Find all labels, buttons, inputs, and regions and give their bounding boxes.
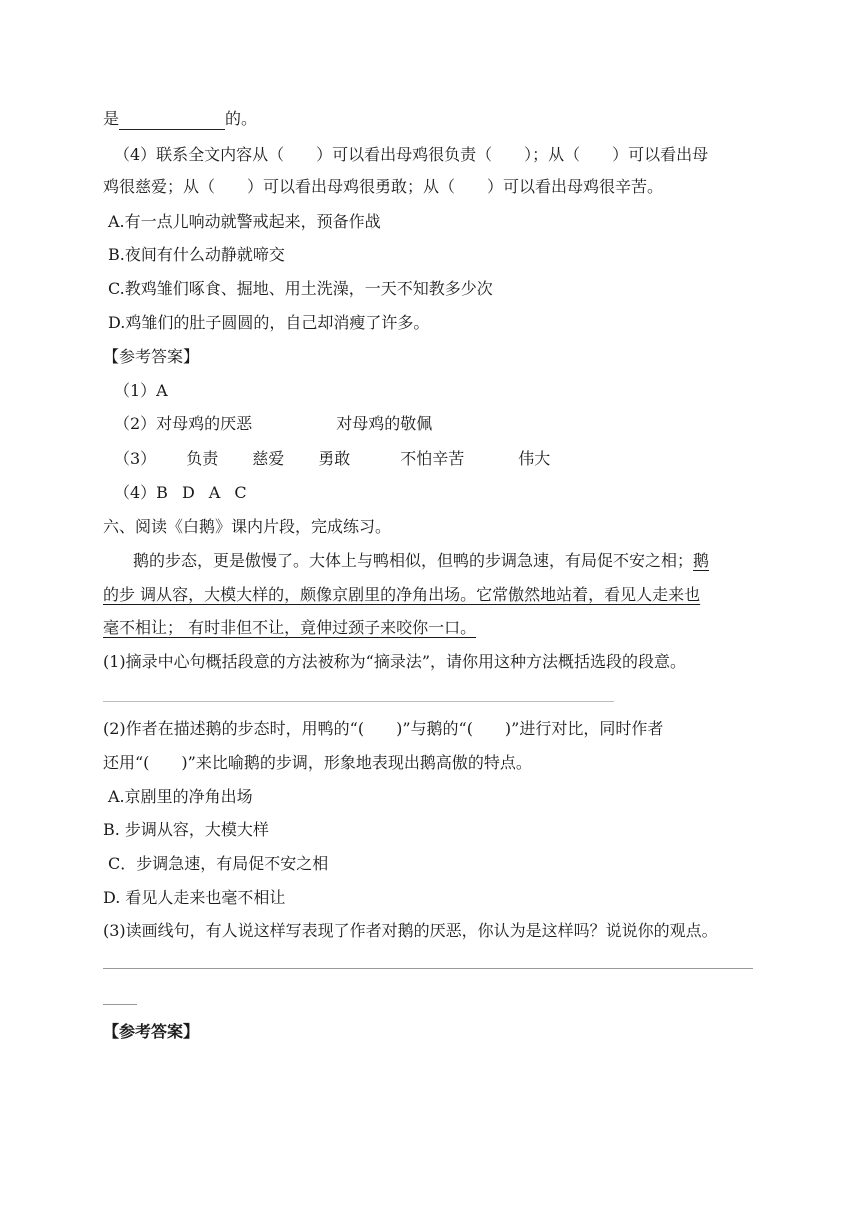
passage-line-1-underlined: 鹅 <box>693 551 710 570</box>
sub-question-2-option-b: B. 步调从容，大模大样 <box>103 820 269 839</box>
answer-2 <box>114 413 432 435</box>
answer-3-word-3: 勇敢 <box>318 449 351 468</box>
answer-4-part-4: C <box>234 483 247 502</box>
sub-question-2-line-2: 还用“( )”来比喻鹅的步调，形象地表现出鹅高傲的特点。 <box>103 753 532 772</box>
q4-line2: 鸡很慈爱；从（ ）可以看出母鸡很勇敢；从（ ）可以看出母鸡很辛苦。 <box>103 177 664 196</box>
answer-3-word-5: 伟大 <box>518 449 551 468</box>
answer-blank[interactable] <box>119 112 225 130</box>
answer-1: （1）A <box>114 381 168 400</box>
answer-line-2[interactable] <box>103 968 753 969</box>
passage-line-2: 的步 调从容，大模大样的，颇像京剧里的净角出场。它常傲然地站着，看见人走来也 <box>103 585 701 604</box>
section-6-title: 六、阅读《白鹅》课内片段，完成练习。 <box>103 517 392 536</box>
answer-2-part-1: （2）对母鸡的厌恶 <box>114 414 253 433</box>
answer-4-part-2: D <box>181 483 195 502</box>
passage-line-3: 毫不相让； 有时非但不让，竟伸过颈子来咬你一口。 <box>103 618 477 637</box>
answer-4-part-1: （4）B <box>114 483 168 502</box>
answer-3-word-2: 慈爱 <box>252 449 285 468</box>
fill-prefix: 是 <box>103 109 120 128</box>
answer-3-label: （3） <box>114 449 157 468</box>
q4-option-a: A.有一点儿响动就警戒起来，预备作战 <box>108 212 381 231</box>
q4-option-b: B.夜间有什么动静就啼交 <box>108 245 285 264</box>
sub-question-3: (3)读画线句，有人说这样写表现了作者对鹅的厌恶，你认为是这样吗？说说你的观点。 <box>103 921 718 940</box>
sub-question-2-option-c: C．步调急速，有局促不安之相 <box>108 854 329 873</box>
answer-line-2-continued[interactable] <box>103 1004 137 1005</box>
passage-line-1-text: 鹅的步态，更是傲慢了。大体上与鸭相似，但鸭的步调急速，有局促不安之相； <box>133 551 694 570</box>
sub-question-2-line-1: (2)作者在描述鹅的步态时，用鸭的“( )”与鹅的“( )”进行对比，同时作者 <box>103 719 664 738</box>
answer-4-part-3: A <box>208 483 221 502</box>
fill-suffix: 的。 <box>225 109 258 128</box>
answer-2-part-2: 对母鸡的敬佩 <box>336 414 433 433</box>
q4-option-c: C.教鸡雏们啄食、掘地、用土洗澡，一天不知教多少次 <box>108 279 493 298</box>
answer-line-1[interactable] <box>103 701 614 702</box>
answer-heading-1: 【参考答案】 <box>103 347 200 366</box>
fill-line <box>103 108 257 130</box>
answer-3-word-1: 负责 <box>186 449 219 468</box>
answer-3-word-4: 不怕辛苦 <box>400 449 465 468</box>
answer-3 <box>114 448 550 470</box>
answer-heading-2: 【参考答案】 <box>103 1022 200 1041</box>
sub-question-2-option-d: D. 看见人走来也毫不相让 <box>103 888 286 907</box>
q4-option-d: D.鸡雏们的肚子圆圆的，自己却消瘦了许多。 <box>108 313 430 332</box>
q4-line1: （4）联系全文内容从（ ）可以看出母鸡很负责（ ）；从（ ）可以看出母 <box>114 145 709 164</box>
sub-question-2-option-a: A.京剧里的净角出场 <box>108 787 253 806</box>
answer-4 <box>114 482 247 504</box>
sub-question-1: (1)摘录中心句概括段意的方法被称为“摘录法”，请你用这种方法概括选段的段意。 <box>103 652 687 671</box>
passage-line-1 <box>133 550 709 572</box>
